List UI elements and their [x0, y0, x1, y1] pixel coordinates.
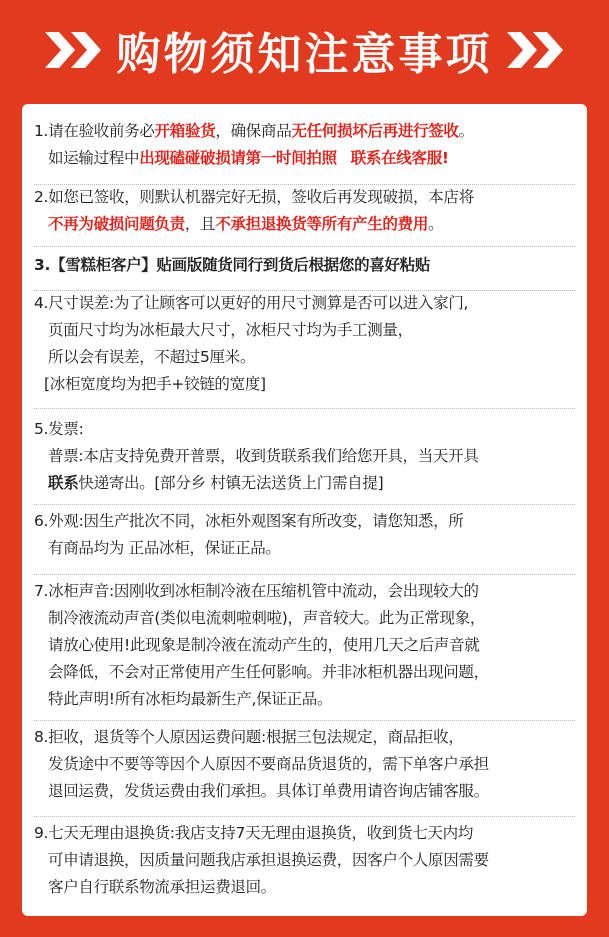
text: 4.尺寸误差:为了让顾客可以更好的用尺寸测算是否可以进入家门, [34, 294, 469, 312]
notice-item-1 [34, 118, 579, 172]
text: 普票:本店支持免费开普票，收到货联系我们给您开具，当天开具 [48, 447, 479, 465]
text: 9.七天无理由退换货:我店支持7天无理由退换货，收到货七天内均 [34, 824, 474, 842]
text: 退回运费，发货运费由我们承担。具体订单费用请咨询店铺客服。 [48, 782, 489, 800]
notice-item-6 [34, 508, 579, 562]
highlight-text: 出现磕碰破损请第一时间拍照 [139, 149, 337, 167]
double-chevron-right-icon [505, 30, 567, 70]
header-banner [0, 0, 609, 100]
text: 2.如您已签收，则默认机器完好无损，签收后再发现破损，本店将 [34, 188, 474, 206]
highlight-text: 联系在线客服! [350, 149, 449, 167]
notice-item-9 [34, 820, 579, 901]
text: 可申请退换，因质量问题我店承担退换运费，因客户个人原因需要 [48, 851, 489, 869]
text: 快递寄出。[部分乡 村镇无法送货上门需自提] [78, 474, 384, 492]
page-title: 购物须知注意事项 [116, 29, 493, 80]
text: 会降低，不会对正常使用产生任何影响。并非冰柜机器出现问题， [48, 663, 489, 681]
text: 联系 [48, 474, 79, 492]
highlight-text: 不再为破损问题负责 [48, 215, 185, 233]
divider [34, 408, 575, 409]
text: 发货途中不要等等因个人原因不要商品货退货的，需下单客户承担 [48, 755, 489, 773]
text: 如运输过程中 [48, 149, 140, 167]
highlight-text: 无任何损坏后再进行签收 [291, 122, 459, 140]
text: 。 [458, 122, 474, 140]
text: 制冷液流动声音(类似电流刺啦刺啦)，声音较大。此为正常现象， [48, 609, 486, 627]
notice-card [22, 104, 587, 916]
text: ，且 [184, 215, 216, 233]
notice-item-7 [34, 578, 579, 713]
notice-item-5 [34, 416, 579, 497]
notice-item-4 [34, 290, 579, 398]
divider [34, 816, 575, 817]
notice-item-8 [34, 724, 579, 805]
notice-item-2 [34, 184, 579, 238]
text: ，确保商品 [215, 122, 292, 140]
text: [冰柜宽度均为把手+铰链的宽度] [44, 375, 266, 393]
text: 6.外观:因生产批次不同，冰柜外观图案有所改变，请您知悉，所 [34, 512, 464, 530]
divider [34, 720, 575, 721]
text: 8.拒收，退货等个人原因运费问题:根据三包法规定，商品拒收， [34, 728, 464, 746]
divider [34, 246, 575, 247]
double-chevron-right-icon [43, 30, 105, 70]
text: 。 [428, 215, 444, 233]
text: 7.冰柜声音:因刚收到冰柜制冷液在压缩机管中流动，会出现较大的 [34, 582, 479, 600]
text: 所以会有误差，不超过5厘米。 [48, 348, 256, 366]
text: 请放心使用!此现象是制冷液在流动产生的，使用几天之后声音就 [48, 636, 480, 654]
divider [34, 574, 575, 575]
text: 3.【雪糕柜客户】贴画版随货同行到货后根据您的喜好粘贴 [34, 256, 431, 274]
divider [34, 504, 575, 505]
text: 5.发票: [34, 420, 84, 438]
text: 客户自行联系物流承担运费退回。 [48, 878, 277, 896]
text: 有商品均为 正品冰柜，保证正品。 [48, 539, 281, 557]
highlight-text: 开箱验货 [154, 122, 216, 140]
text: 特此声明!所有冰柜均最新生产,保证正品。 [48, 690, 333, 708]
highlight-text: 不承担退换货等所有产生的费用 [215, 215, 429, 233]
notice-item-3 [34, 252, 579, 279]
text: 1.请在验收前务必 [34, 122, 155, 140]
text: 页面尺寸均为冰柜最大尺寸，冰柜尺寸均为手工测量， [48, 321, 413, 339]
